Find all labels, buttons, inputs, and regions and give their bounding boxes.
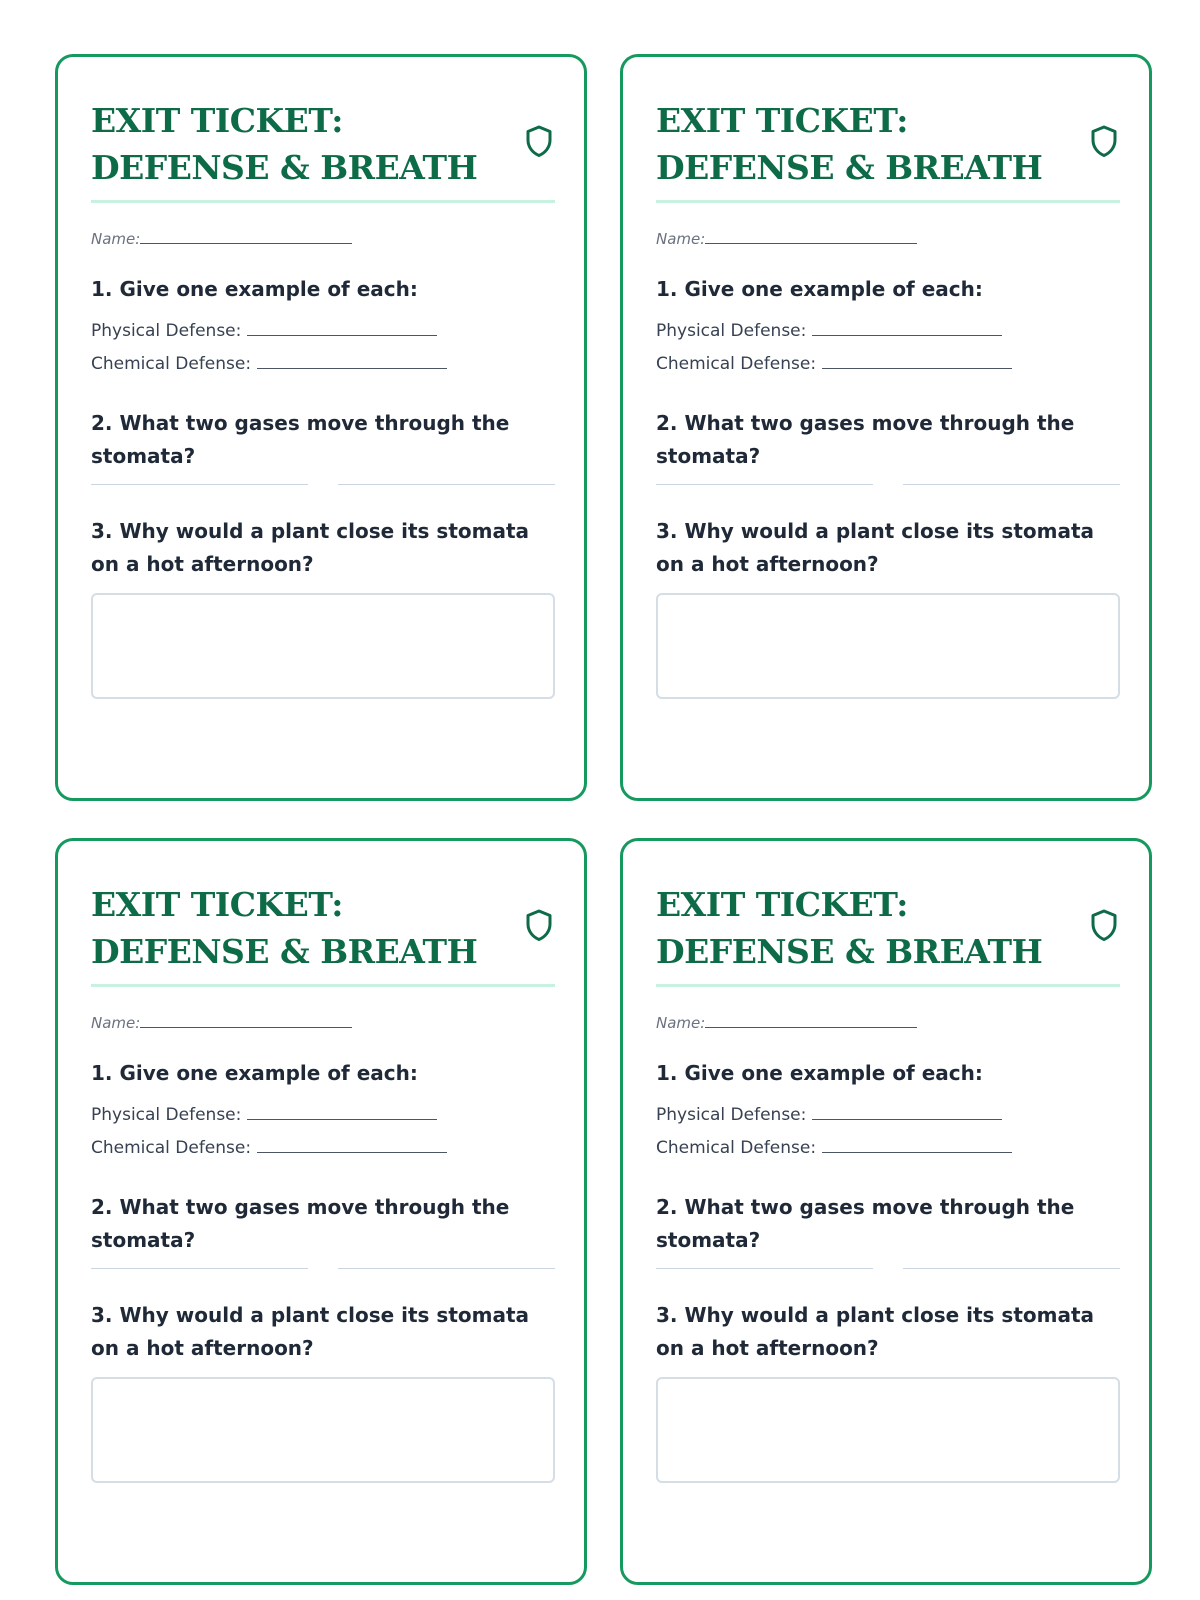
physical-defense-field[interactable] — [91, 1105, 437, 1125]
physical-defense-blank[interactable] — [247, 323, 437, 336]
chemical-defense-field[interactable] — [91, 354, 447, 374]
physical-defense-field[interactable] — [91, 321, 437, 341]
chemical-defense-blank[interactable] — [257, 1140, 447, 1153]
gas-answer-line-1[interactable] — [656, 484, 873, 485]
question-1: 1. Give one example of each: — [656, 277, 983, 301]
name-label: Name: — [656, 230, 706, 248]
physical-defense-blank[interactable] — [812, 323, 1002, 336]
shield-icon — [525, 124, 553, 158]
physical-defense-label: Physical Defense: — [656, 1105, 807, 1125]
physical-defense-label: Physical Defense: — [91, 1105, 242, 1125]
physical-defense-field[interactable] — [656, 321, 1002, 341]
question-1: 1. Give one example of each: — [91, 277, 418, 301]
name-field[interactable] — [91, 1014, 352, 1032]
answer-box[interactable] — [656, 1377, 1120, 1483]
question-3: 3. Why would a plant close its stomata on a hot afternoon? — [656, 519, 1095, 576]
question-1: 1. Give one example of each: — [91, 1061, 418, 1085]
exit-ticket-card — [55, 838, 587, 1585]
chemical-defense-label: Chemical Defense: — [91, 1138, 252, 1158]
name-blank[interactable] — [705, 1015, 917, 1028]
shield-icon — [1090, 908, 1118, 942]
question-3: 3. Why would a plant close its stomata on a hot afternoon? — [91, 519, 530, 576]
question-2: 2. What two gases move through the stomata? — [91, 1195, 510, 1252]
ticket-header — [656, 878, 1120, 987]
ticket-title: EXIT TICKET: DEFENSE & BREATH — [91, 885, 478, 971]
chemical-defense-label: Chemical Defense: — [656, 354, 817, 374]
question-1: 1. Give one example of each: — [656, 1061, 983, 1085]
name-field[interactable] — [656, 230, 917, 248]
chemical-defense-field[interactable] — [91, 1138, 447, 1158]
chemical-defense-field[interactable] — [656, 354, 1012, 374]
name-field[interactable] — [91, 230, 352, 248]
ticket-header — [91, 94, 555, 203]
ticket-title: EXIT TICKET: DEFENSE & BREATH — [91, 101, 478, 187]
question-2: 2. What two gases move through the stomata? — [656, 1195, 1075, 1252]
exit-ticket-card — [55, 54, 587, 801]
chemical-defense-field[interactable] — [656, 1138, 1012, 1158]
name-label: Name: — [656, 1014, 706, 1032]
chemical-defense-blank[interactable] — [822, 356, 1012, 369]
name-blank[interactable] — [705, 231, 917, 244]
question-3: 3. Why would a plant close its stomata on a hot afternoon? — [91, 1303, 530, 1360]
physical-defense-field[interactable] — [656, 1105, 1002, 1125]
name-field[interactable] — [656, 1014, 917, 1032]
name-label: Name: — [91, 230, 141, 248]
shield-icon — [525, 908, 553, 942]
exit-ticket-card — [620, 838, 1152, 1585]
gas-answer-line-1[interactable] — [91, 484, 308, 485]
shield-icon — [1090, 124, 1118, 158]
gas-answer-line-2[interactable] — [338, 1268, 555, 1269]
physical-defense-label: Physical Defense: — [656, 321, 807, 341]
gas-answer-line-2[interactable] — [903, 1268, 1120, 1269]
name-blank[interactable] — [140, 231, 352, 244]
answer-box[interactable] — [91, 593, 555, 699]
chemical-defense-label: Chemical Defense: — [91, 354, 252, 374]
answer-box[interactable] — [656, 593, 1120, 699]
ticket-header — [656, 94, 1120, 203]
name-blank[interactable] — [140, 1015, 352, 1028]
exit-ticket-card — [620, 54, 1152, 801]
gas-answer-line-1[interactable] — [91, 1268, 308, 1269]
chemical-defense-blank[interactable] — [822, 1140, 1012, 1153]
gas-answer-line-2[interactable] — [338, 484, 555, 485]
physical-defense-blank[interactable] — [247, 1107, 437, 1120]
ticket-header — [91, 878, 555, 987]
physical-defense-label: Physical Defense: — [91, 321, 242, 341]
name-label: Name: — [91, 1014, 141, 1032]
question-3: 3. Why would a plant close its stomata on a hot afternoon? — [656, 1303, 1095, 1360]
ticket-title: EXIT TICKET: DEFENSE & BREATH — [656, 885, 1043, 971]
chemical-defense-blank[interactable] — [257, 356, 447, 369]
physical-defense-blank[interactable] — [812, 1107, 1002, 1120]
gas-answer-line-2[interactable] — [903, 484, 1120, 485]
question-2: 2. What two gases move through the stomata? — [91, 411, 510, 468]
question-2: 2. What two gases move through the stomata? — [656, 411, 1075, 468]
gas-answer-line-1[interactable] — [656, 1268, 873, 1269]
answer-box[interactable] — [91, 1377, 555, 1483]
chemical-defense-label: Chemical Defense: — [656, 1138, 817, 1158]
ticket-title: EXIT TICKET: DEFENSE & BREATH — [656, 101, 1043, 187]
